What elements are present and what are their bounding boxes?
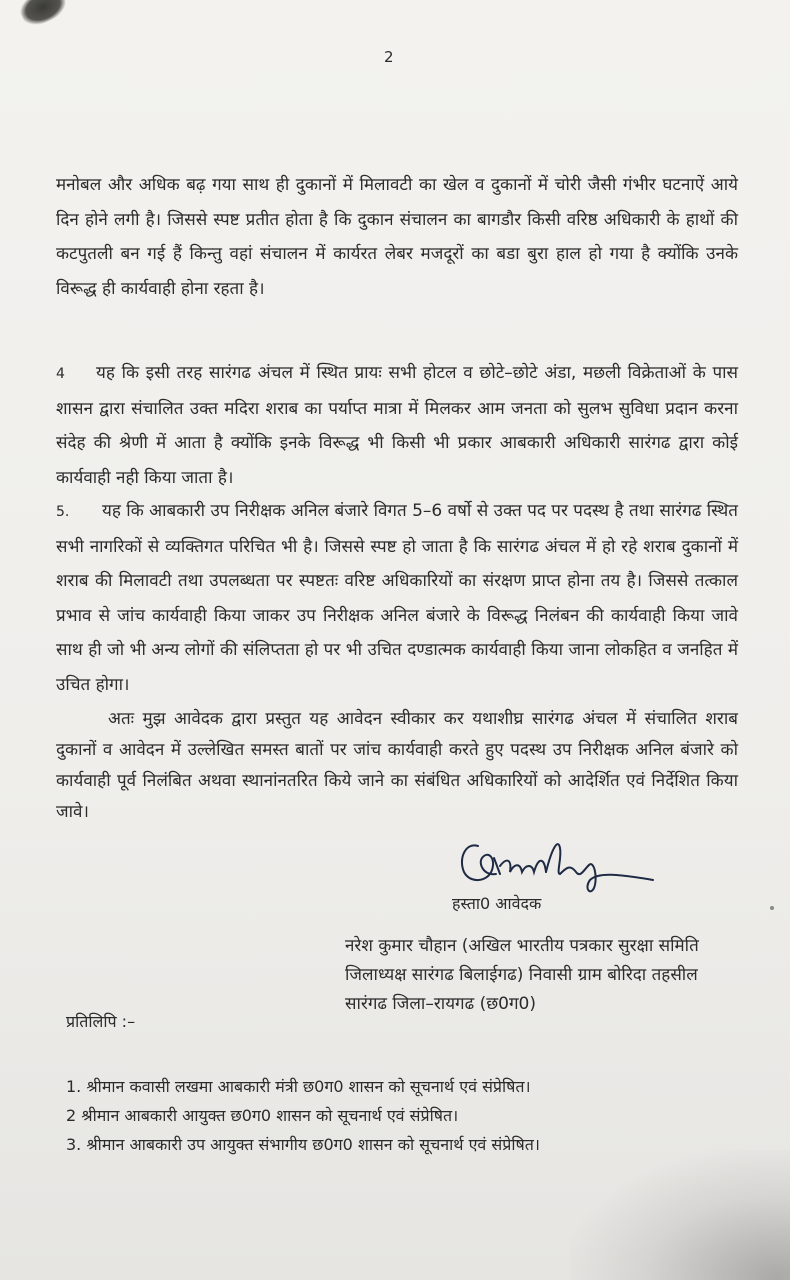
point-5 [56, 494, 738, 702]
copy-to-list [66, 1072, 746, 1159]
request-paragraph: अतः मुझ आवेदक द्वारा प्रस्तुत यह आवेदन स्वीकार कर यथाशीघ्र सारंगढ अंचल में संचालित शराब दुकानों व आवेदन में उल्लेखित समस्त बातों पर जांच कार्यवाही करते हुए पदस्थ उप निरीक्षक अनिल बंजारे को कार्यवाही पूर्व निलंबित अथवा स्थानांनतरित किये जाने का संबंधित अधिकारियों को आदेर्शित एवं निर्देशित किया जावे। [56, 709, 738, 822]
signature-caption: हस्ता0 आवेदक [452, 894, 542, 913]
copy-to-item: 3. श्रीमान आबकारी उप आयुक्त संभागीय छ0ग0 शासन को सूचनार्थ एवं संप्रेषित। [66, 1135, 540, 1154]
copy-to-item: 2 श्रीमान आबकारी आयुक्त छ0ग0 शासन को सूचनार्थ एवं संप्रेषित। [66, 1106, 459, 1125]
ink-dot [770, 906, 774, 910]
intro-paragraph: मनोबल और अधिक बढ़ गया साथ ही दुकानों में मिलावटी का खेल व दुकानों में चोरी जैसी गंभीर घटनाऐं आये दिन होने लगी है। जिससे स्पष्ट प्रतीत होता है कि दुकान संचालन का बागडौर किसी वरिष्ठ अधिकारी के हाथों की कटपुतली बन गई हैं किन्तु वहां संचालन में कार्यरत लेबर मजदूरों का बडा बुरा हाल हो गया है क्योंकि उनके विरूद्ध ही कार्यवाही होना रहता है। [56, 175, 738, 299]
point-4 [56, 356, 738, 495]
point-5-text: यह कि आबकारी उप निरीक्षक अनिल बंजारे विगत 5–6 वर्षो से उक्त पद पर पदस्थ है तथा सारंगढ स्थित सभी नागरिकों से व्यक्तिगत परिचित भी है। जिससे स्पष्ट हो जाता है कि सारंगढ अंचल में हो रहे शराब दुकानों में शराब की मिलावटी तथा उपलब्धता पर स्पष्टतः वरिष्ट अधिकारियों का संरक्षण प्राप्त होना तय है। जिससे तत्काल प्रभाव से जांच कार्यवाही किया जाकर उप निरीक्षक अनिल बंजारे के विरूद्ध निलंबन की कार्यवाही किया जावे साथ ही जो भी अन्य लोगों की संलिप्तता हो पर भी उचित दण्डात्मक कार्यवाही किया जाना लोकहित व जनहित में उचित होगा। [56, 501, 738, 695]
copy-to-item: 1. श्रीमान कवासी लखमा आबकारी मंत्री छ0ग0 शासन को सूचनार्थ एवं संप्रेषित। [66, 1077, 531, 1096]
point-4-number: 4 [56, 366, 65, 382]
copy-to-heading: प्रतिलिपि :– [66, 1012, 136, 1031]
page-number: 2 [384, 48, 394, 66]
point-4-text: यह कि इसी तरह सारंगढ अंचल में स्थित प्रायः सभी होटल व छोटे–छोटे अंडा, मछली विक्रेताओं के पास शासन द्वारा संचालित उक्त मदिरा शराब का पर्याप्त मात्रा में मिलकर आम जनता को सुलभ सुविधा प्रदान करना संदेह की श्रेणी में आता है क्योंकि इनके विरूद्ध भी किसी भी प्रकार आबकारी अधिकारी सारंगढ द्वारा कोई कार्यवाही नही किया जाता है। [56, 363, 738, 488]
page-corner-shadow [16, 0, 70, 30]
point-5-number: 5. [56, 504, 70, 520]
signature-icon [448, 828, 668, 898]
applicant-details: नरेश कुमार चौहान (अखिल भारतीय पत्रकार सुरक्षा समिति जिलाध्यक्ष सारंगढ बिलाईगढ) निवासी ग्राम बोरिदा तहसील सारंगढ जिला–रायगढ (छ0ग0) [345, 936, 699, 1014]
page-edge-shadow [570, 1150, 790, 1280]
